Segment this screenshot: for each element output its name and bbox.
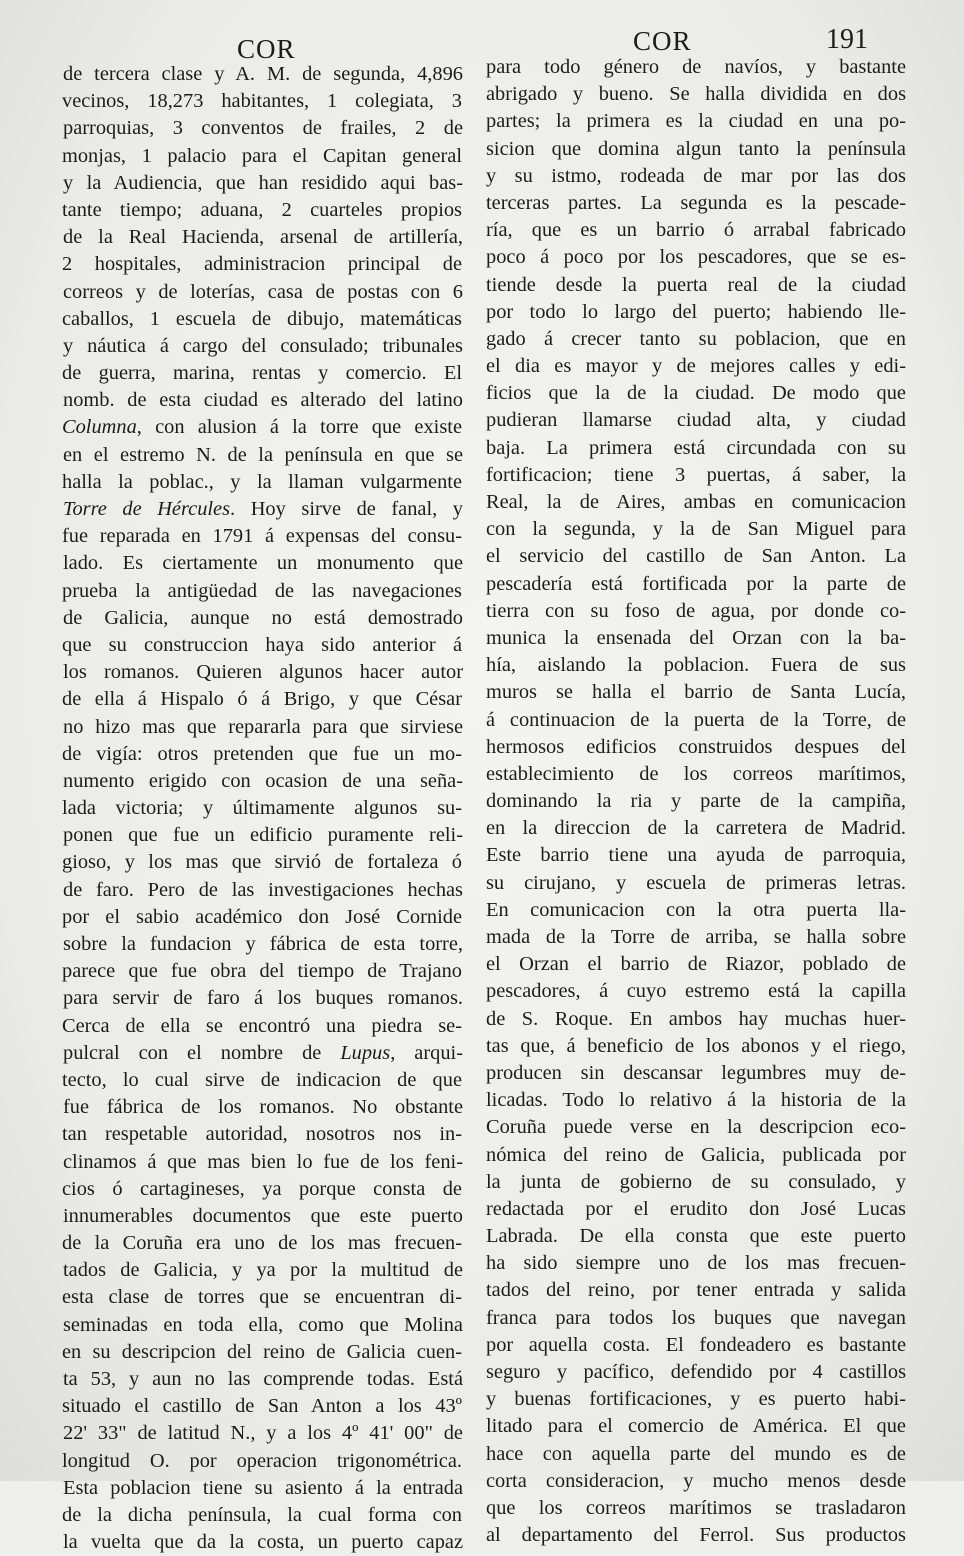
text-line: ría, que es un barrio ó arrabal fabricado — [486, 219, 906, 242]
text-line: fue fábrica de los romanos. No obstante — [63, 1096, 463, 1119]
text-line: de tercera clase y A. M. de segunda, 4,896 — [63, 63, 463, 85]
text-line: con la segunda, y la de San Miguel para — [486, 518, 906, 541]
text-line: sicion que domina algun tanto la península — [486, 137, 906, 160]
text-line: Labrada. De ella consta que este puerto — [486, 1225, 906, 1248]
text-line: gioso, y los mas que sirvió de fortaleza ó — [62, 851, 462, 874]
text-line: Real, la de Aires, ambas en comunicacion — [486, 491, 906, 513]
text-line: en el estremo N. de la península en que se — [63, 443, 463, 466]
right-text-column — [486, 54, 906, 1549]
text-line: seguro y pacífico, defendido por 4 castillos — [486, 1361, 906, 1383]
text-line: para servir de faro á los buques romanos. — [63, 987, 463, 1010]
text-line: pescadores, á cuyo estremo está la capilla — [486, 980, 906, 1003]
text-line: innumerables documentos que este puerto — [63, 1204, 463, 1227]
text-line: clinamos á que mas bien lo fue de los feni- — [63, 1150, 463, 1173]
running-head-left: COR — [237, 34, 296, 64]
text-line: 2 hospitales, administracion principal de — [62, 253, 462, 276]
page-number: 191 — [826, 24, 868, 55]
text-line: franca para todos los buques que navegan — [486, 1306, 906, 1329]
text-line: para todo género de navíos, y bastante — [486, 56, 906, 78]
text-line: parece que fue obra del tiempo de Trajano — [62, 960, 462, 983]
text-line: Cerca de ella se encontró una piedra se- — [62, 1014, 462, 1037]
text-line: tante tiempo; aduana, 2 cuarteles propios — [62, 198, 462, 221]
text-line: parroquias, 3 conventos de frailes, 2 de — [63, 117, 463, 140]
text-line: de guerra, marina, rentas y comercio. El — [62, 362, 462, 385]
text-line: muros se halla el barrio de Santa Lucía, — [486, 681, 906, 704]
text-line: de vigía: otros pretenden que fue un mo- — [62, 742, 462, 765]
text-line: tan respetable autoridad, nosotros nos in- — [62, 1123, 462, 1146]
text-line: de la Real Hacienda, arsenal de artillería, — [63, 226, 463, 249]
text-line: que su construccion haya sido anterior á — [62, 633, 462, 656]
text-line: hace con aquella parte del mundo es de — [486, 1442, 906, 1465]
text-line: la vuelta que da la costa, un puerto capaz — [63, 1531, 463, 1554]
text-line: ha sido siempre uno de los mas frecuen- — [486, 1252, 906, 1275]
text-line: numento erigido con ocasion de una seña- — [63, 769, 463, 792]
text-line: halla la poblac., y la llaman vulgarmente — [62, 470, 462, 493]
text-line: á continuacion de la puerta de la Torre, de — [486, 708, 906, 731]
text-line: tiende desde la puerta real de la ciudad — [486, 273, 906, 296]
text-line: abrigado y bueno. Se halla dividida en dos — [486, 83, 906, 106]
text-line: prueba la antigüedad de las navegaciones — [62, 579, 462, 602]
text-line: vecinos, 18,273 habitantes, 1 colegiata, 3 — [62, 90, 462, 113]
text-line: Este barrio tiene una ayuda de parroquia, — [486, 844, 906, 867]
text-line: fortificacion; tiene 3 puertas, á saber, la — [486, 463, 906, 486]
text-line: munica la ensenada del Orzan con la ba- — [486, 626, 906, 649]
left-text-column — [62, 61, 462, 1556]
text-line: la junta de gobierno de su consulado, y — [486, 1170, 906, 1193]
text-line: hermosos edificios construidos despues del — [486, 735, 906, 758]
text-line: su cirujano, y escuela de primeras letras. — [486, 871, 906, 894]
text-line: ta 53, y aun no las comprende todas. Está — [63, 1368, 463, 1390]
italic-term: Columna — [62, 416, 137, 439]
text-line: producen sin descansar legumbres muy de- — [486, 1061, 906, 1084]
text-line: dominando la ria y parte de la campiña, — [486, 790, 906, 813]
text-line: no hizo mas que repararla para que sirviese — [63, 715, 463, 738]
text-line: pudieran llamarse ciudad alta, y ciudad — [486, 409, 906, 432]
text-line: de faro. Pero de las investigaciones hechas — [63, 878, 463, 901]
text-line: gado á crecer tanto su poblacion, que en — [486, 327, 906, 350]
text-line: ficios que la de la ciudad. De modo que — [486, 382, 906, 405]
text-line: de la dicha península, la cual forma con — [62, 1503, 462, 1526]
text-line: de ella á Hispalo ó á Brigo, y que César — [62, 688, 462, 711]
text-line: corta consideracion, y mucho menos desde — [486, 1469, 906, 1492]
text-line: monjas, 1 palacio para el Capitan general — [62, 144, 462, 167]
text-line: tierra con su foso de agua, por donde co- — [486, 599, 906, 622]
text-line: pescadería está fortificada por la parte de — [486, 572, 906, 595]
text-line: caballos, 1 escuela de dibujo, matemáticas — [62, 307, 462, 330]
text-line: poco á poco por los pescadores, que se es- — [486, 246, 906, 269]
text-line: los romanos. Quieren algunos hacer autor — [63, 661, 463, 684]
text-line: lado. Es ciertamente un monumento que — [63, 552, 463, 575]
text-line: establecimiento de los correos marítimos, — [486, 762, 906, 785]
text-line: por el sabio académico don José Cornide — [62, 905, 462, 928]
text-line: 22' 33" de latitud N., y a los 4º 41' 00" de — [63, 1422, 463, 1445]
text-line: correos y de loterías, casa de postas con 6 — [63, 280, 463, 303]
text-line: situado el castillo de San Anton a los 43º — [62, 1395, 462, 1418]
text-line: fue reparada en 1791 á expensas del consu- — [62, 525, 462, 548]
text-line: esta clase de torres que se encuentran di- — [62, 1286, 462, 1309]
text-line: sobre la fundacion y fábrica de esta torre, — [63, 933, 463, 955]
text-line: el dia es mayor y de mejores calles y edi- — [486, 355, 906, 378]
text-line: litado para el comercio de América. El que — [486, 1415, 906, 1438]
text-line: cios ó cartagineses, ya porque consta de — [62, 1177, 462, 1200]
text-line: nomb. de esta ciudad es alterado del latino — [63, 389, 463, 412]
text-line: hía, aislando la poblacion. Fuera de sus — [486, 654, 906, 677]
text-line: lada victoria; y últimamente algunos su- — [62, 797, 462, 820]
text-line: de S. Roque. En ambos hay muchas huer- — [486, 1007, 906, 1030]
running-head-right: COR — [633, 26, 692, 56]
text-line: terceras partes. La segunda es la pescade- — [486, 191, 906, 214]
text-line: Esta poblacion tiene su asiento á la entrada — [63, 1476, 463, 1499]
text-line: tados de Galicia, y ya por la multitud de — [63, 1259, 463, 1282]
text-line: por todo lo largo del puerto; habiendo lle- — [486, 300, 906, 323]
text-line: licadas. Todo lo relativo á la historia de la — [486, 1089, 906, 1112]
text-line: y su istmo, rodeada de mar por las dos — [486, 164, 906, 187]
text-line: y la Audiencia, que han residido aqui bas- — [63, 171, 463, 194]
text-line: longitud O. por operacion trigonométrica. — [62, 1449, 462, 1472]
text-line: tas que, á beneficio de los abonos y el riego, — [486, 1034, 906, 1057]
text-line: y buenas fortificaciones, y es puerto habi- — [486, 1388, 906, 1411]
text-line: de Galicia, aunque no está demostrado — [63, 606, 463, 629]
text-line: el servicio del castillo de San Anton. La — [486, 545, 906, 568]
text-line: de la Coruña era uno de los mas frecuen- — [62, 1232, 462, 1255]
text-line: en la direccion de la carretera de Madrid. — [486, 817, 906, 840]
text-line: tecto, lo cual sirve de indicacion de que — [62, 1068, 462, 1091]
text-line: Torre de Hércules. Hoy sirve de fanal, y — [63, 498, 463, 520]
italic-term: Lupus — [340, 1041, 391, 1064]
text-line: y náutica á cargo del consulado; tribunales — [63, 334, 463, 357]
text-line: redactada por el erudito don José Lucas — [486, 1197, 906, 1220]
text-line: que los correos marítimos se trasladaron — [486, 1496, 906, 1519]
text-line: nómica del reino de Galicia, publicada por — [486, 1143, 906, 1166]
text-line: tados del reino, por tener entrada y salida — [486, 1279, 906, 1302]
text-line: mada de la Torre de arriba, se halla sobre — [486, 926, 906, 948]
text-line: ponen que fue un edificio puramente reli- — [63, 824, 463, 847]
italic-term: Torre de Hércules — [63, 498, 231, 520]
text-line: En comunicacion con la otra puerta lla- — [486, 898, 906, 921]
text-line: Coruña puede verse en la descripcion eco- — [486, 1116, 906, 1139]
text-line: el Orzan el barrio de Riazor, poblado de — [486, 953, 906, 976]
text-line: seminadas en toda ella, como que Molina — [63, 1313, 463, 1336]
text-line: por aquella costa. El fondeadero es bastante — [486, 1333, 906, 1356]
text-line: partes; la primera es la ciudad en una po- — [486, 110, 906, 133]
text-line: al departamento del Ferrol. Sus productos — [486, 1524, 906, 1547]
text-line: pulcral con el nombre de Lupus, arqui- — [63, 1041, 463, 1064]
text-line: en su descripcion del reino de Galicia cuen- — [62, 1340, 462, 1363]
text-line: Columna, con alusion á la torre que existe — [62, 416, 462, 439]
text-line: baja. La primera está circundada con su — [486, 436, 906, 459]
